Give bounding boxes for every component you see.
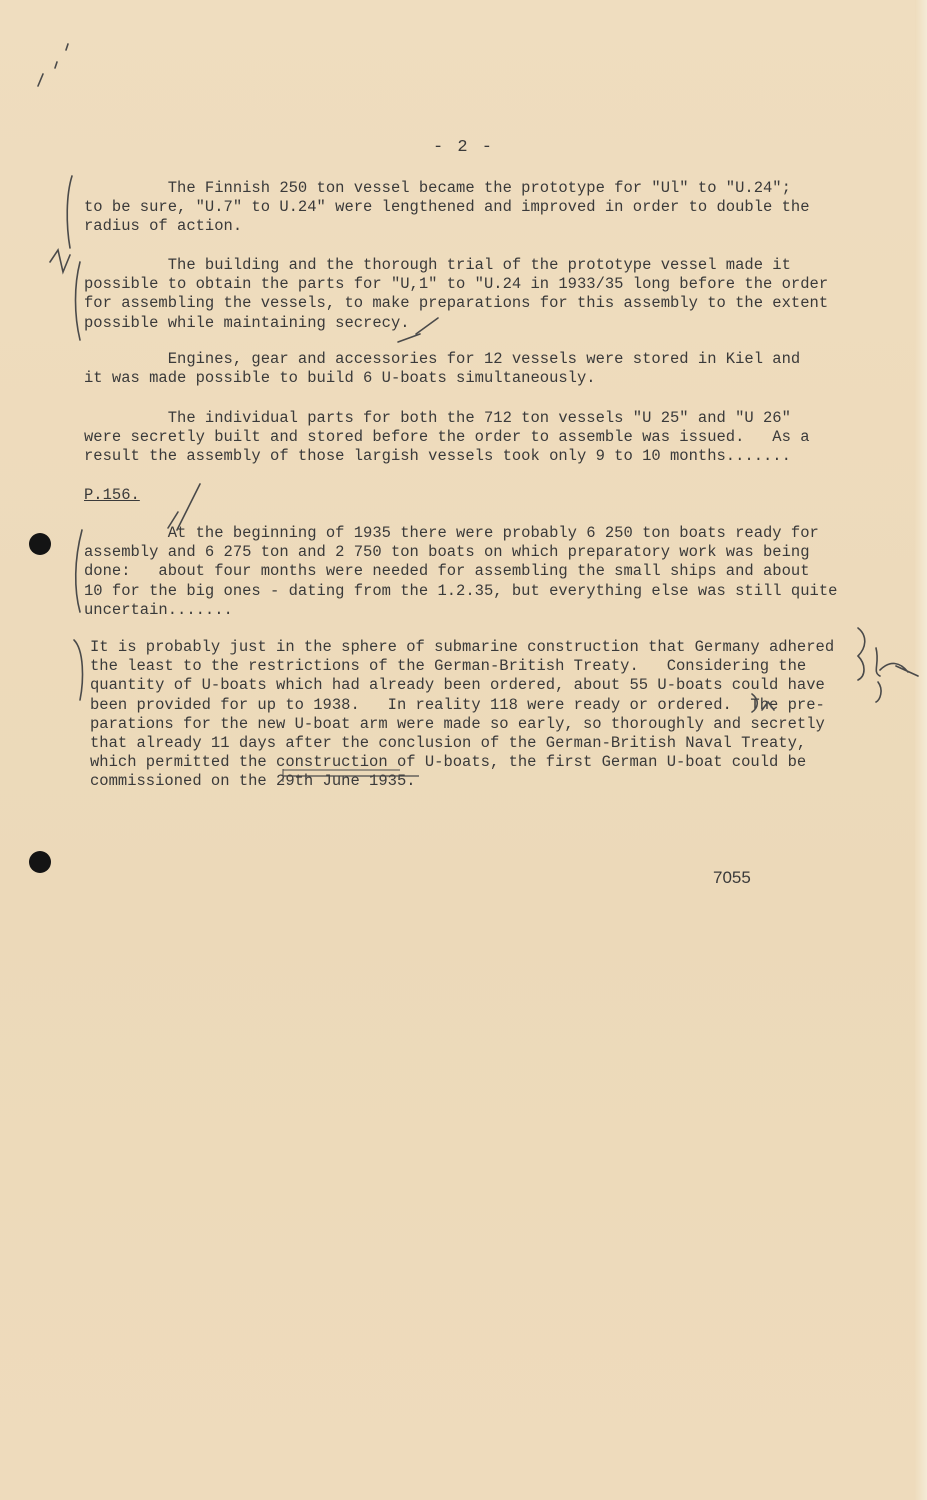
margin-scribble xyxy=(876,648,880,676)
ink-dash xyxy=(66,44,68,50)
punch-hole-icon xyxy=(29,533,51,555)
paragraph-trial: The building and the thorough trial of the prototype vessel made it possible to obtain the parts for "U,1" to "U.24 in 1933/35 long before the order for assembling the vessels, to make preparations for this assembly to the extent possible while maintaining secrecy. xyxy=(84,256,829,332)
paragraph-submarine-construction: It is probably just in the sphere of submarine construction that Germany adhered the least to the restrictions of the German-British Treaty. Considering the quantity of U-boats which had already been ordered, about 55 U-boats could have been provided for up to 1938. In reality 118 were ready or ordered. The pre- parations for the new U-boat arm were made so early, so thoroughly and secretly that already 11 days after the conclusion of the German-British Naval Treaty, which permitted the construction of U-boats, the first German U-boat could be commissioned on the 29th June 1935. xyxy=(90,638,835,791)
page-edge xyxy=(915,0,927,1500)
paragraph-prototype: The Finnish 250 ton vessel became the prototype for "Ul" to "U.24"; to be sure, "U.7" to U.24" were lengthened and improved in order to double the radius of action. xyxy=(84,179,810,236)
paragraph-beginning-1935: At the beginning of 1935 there were probably 6 250 ton boats ready for assembly and 6 275 ton and 2 750 ton boats on which preparatory work was being done: about four months were needed for assembling the small ships and about 10 for the big ones - dating from the 1.2.35, but everything else was still quite uncertain....... xyxy=(84,524,838,619)
margin-bracket xyxy=(76,262,81,340)
margin-checkmark xyxy=(50,250,70,272)
punch-hole-icon xyxy=(29,851,51,873)
margin-bracket xyxy=(76,530,82,612)
document-id: 7055 xyxy=(713,868,751,887)
page-reference: P.156. xyxy=(84,486,140,504)
ink-dash xyxy=(55,62,57,68)
paragraph-individual-parts: The individual parts for both the 712 ton vessels "U 25" and "U 26" were secretly built and stored before the order to assemble was issued. As a result the assembly of those largish vessels took only 9 to 10 months....... xyxy=(84,409,810,466)
margin-bracket xyxy=(74,640,82,700)
page-number: - 2 - xyxy=(432,138,494,157)
ink-slash xyxy=(398,334,420,342)
paragraph-engines: Engines, gear and accessories for 12 vessels were stored in Kiel and it was made possible to build 6 U-boats simultaneously. xyxy=(84,350,801,388)
margin-bracket xyxy=(67,176,72,248)
ink-dash xyxy=(38,74,43,86)
margin-scribble xyxy=(876,682,881,702)
margin-scribble xyxy=(880,663,918,676)
